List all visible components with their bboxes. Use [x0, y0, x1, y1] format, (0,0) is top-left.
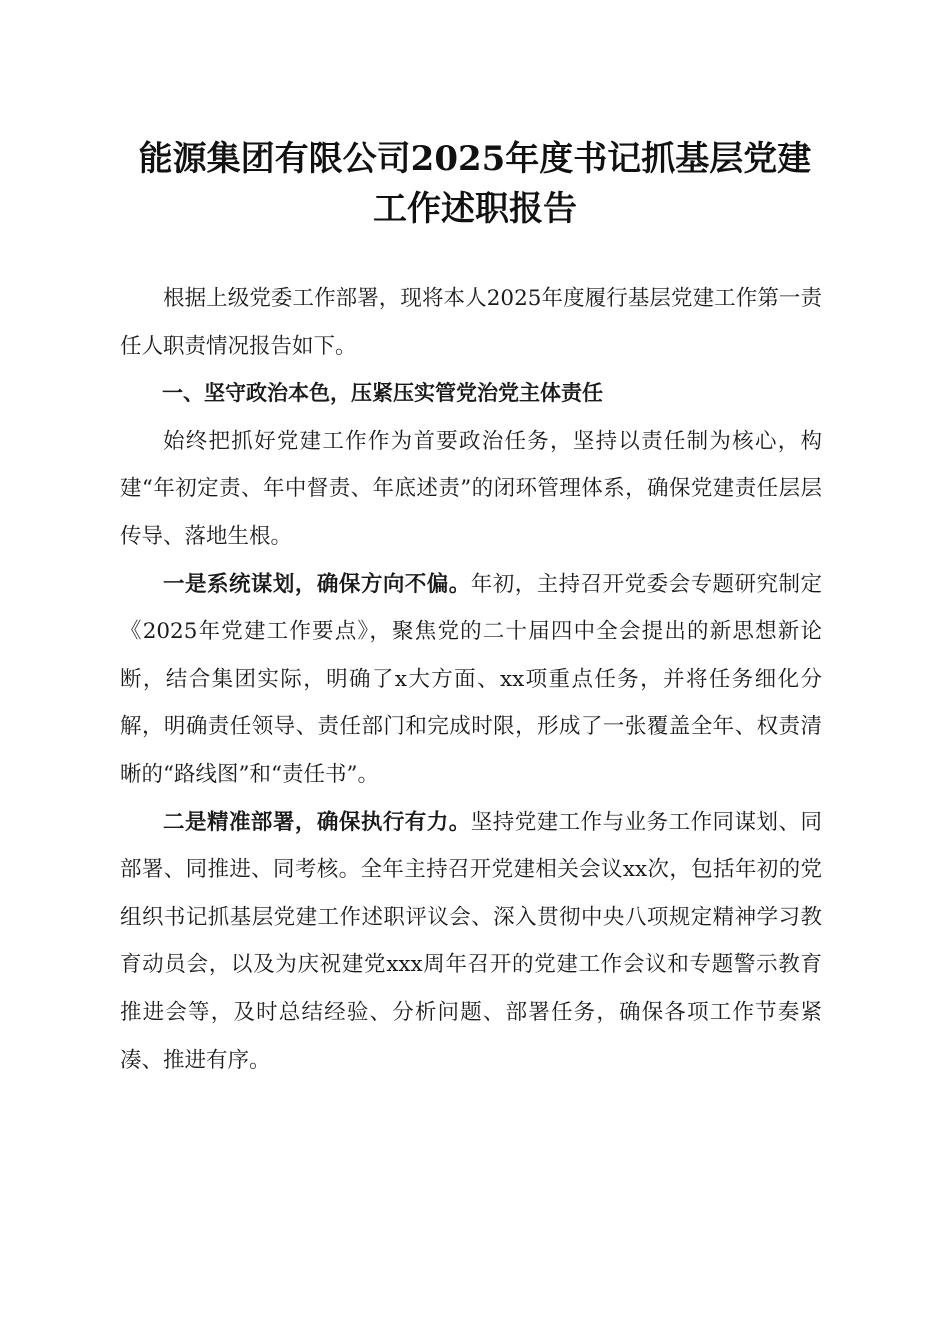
document-body: [120, 275, 822, 1084]
intro-paragraph: 根据上级党委工作部署，现将本人2025年度履行基层党建工作第一责任人职责情况报告如下。: [120, 286, 822, 359]
point-1-paragraph: [120, 561, 822, 799]
section-1-heading: 一、坚守政治本色，压紧压实管党治党主体责任: [162, 381, 603, 406]
point-2-lead: 二是精准部署，确保执行有力。: [163, 809, 471, 835]
section-1-paragraph: 始终把抓好党建工作作为首要政治任务，坚持以责任制为核心，构建“年初定责、年中督责、年底述责”的闭环管理体系，确保党建责任层层传导、落地生根。: [120, 428, 822, 549]
point-1-body: 年初，主持召开党委会专题研究制定《2025年党建工作要点》，聚焦党的二十届四中全会提出的新思想新论断，结合集团实际，明确了x大方面、xx项重点任务，并将任务细化分解，明确责任领导、责任部门和完成时限，形成了一张覆盖全年、权责清晰的“路线图”和“责任书”。: [120, 571, 822, 787]
document-title: [110, 134, 840, 234]
point-1-lead: 一是系统谋划，确保方向不偏。: [163, 571, 471, 597]
document-title-line-1: 能源集团有限公司2025年度书记抓基层党建: [138, 139, 812, 179]
point-2-body: 坚持党建工作与业务工作同谋划、同部署、同推进、同考核。全年主持召开党建相关会议xx次，包括年初的党组织书记抓基层党建工作述职评议会、深入贯彻中央八项规定精神学习教育动员会，以及为庆祝建党xxx周年召开的党建工作会议和专题警示教育推进会等，及时总结经验、分析问题、部署任务，确保各项工作节奏紧凑、推进有序。: [120, 809, 822, 1073]
document-title-line-2: 工作述职报告: [373, 189, 577, 229]
point-2-paragraph: [120, 799, 822, 1085]
